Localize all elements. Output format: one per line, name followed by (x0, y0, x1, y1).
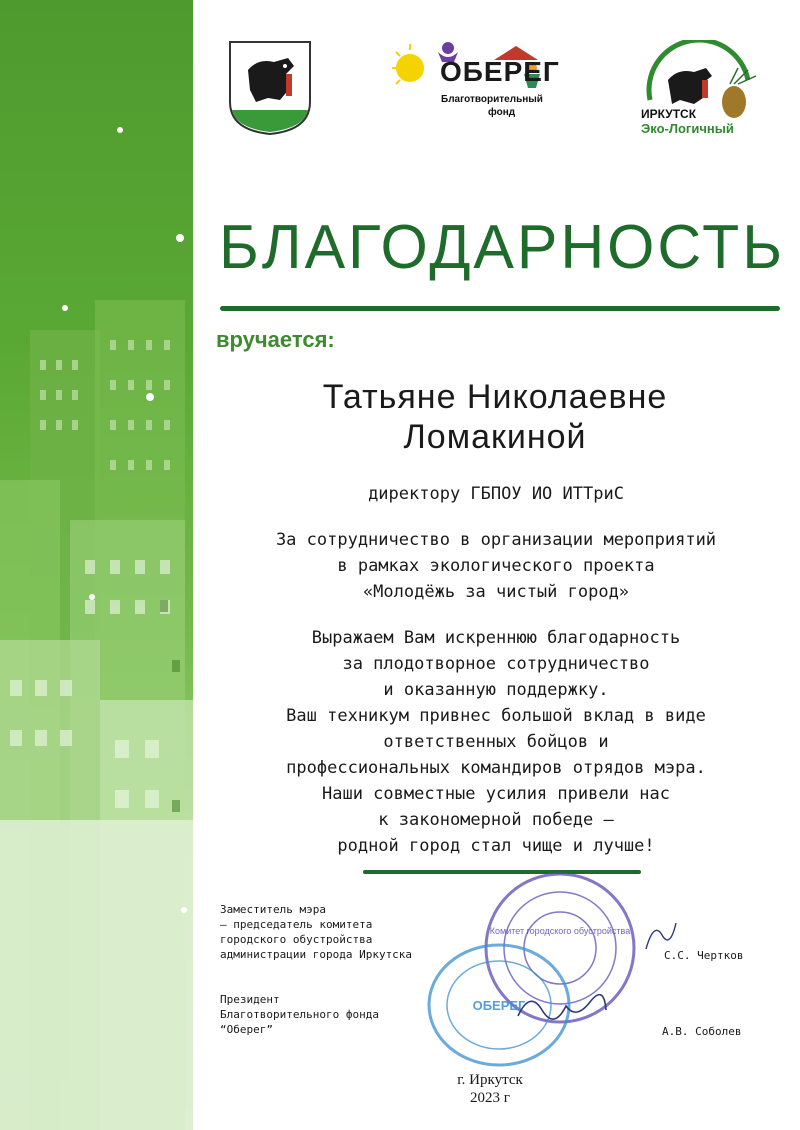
award-label: вручается: (216, 327, 335, 352)
recipient-name-line1: Татьяне Николаевне (322, 378, 668, 416)
city-buildings-graphic (0, 0, 193, 1130)
message-line: профессиональных командиров отрядов мэра. (286, 758, 706, 778)
eco-logo-title: ИРКУТСК (641, 107, 697, 121)
message-line: родной город стал чище и лучше! (337, 836, 655, 856)
bereg-subtitle-2: фонд (488, 107, 516, 118)
decorative-side-panel (0, 0, 193, 1130)
signature-mark-icon (510, 980, 610, 1030)
stamp2-text: ОБЕРЕГ (472, 998, 526, 1013)
message-line: за плодотворное сотрудничество (342, 654, 650, 674)
signatory2-position: Президент Благотворительного фонда “Оберег” (220, 993, 379, 1036)
message-line: к закономерной победе — (378, 810, 614, 830)
title-divider (220, 306, 780, 311)
recipient-position: директору ГБПОУ ИО ИТТриС (368, 484, 624, 504)
message-line: Выражаем Вам искреннюю благодарность (311, 628, 681, 648)
message-line: ответственных бойцов и (383, 732, 609, 752)
message-line: и оказанную поддержку. (383, 680, 609, 700)
reason-line: в рамках экологического проекта (337, 556, 655, 576)
stamp1-text: Комитет городского обустройства (489, 926, 631, 936)
signatory1-name: С.С. Чертков (664, 949, 744, 962)
certificate-title: БЛАГОДАРНОСТЬ (218, 213, 786, 282)
bereg-subtitle: Благотворительный (441, 94, 543, 105)
irkutsk-coat-of-arms-icon (228, 40, 312, 136)
signatory2-name: А.В. Соболев (662, 1025, 742, 1038)
bereg-name: ОБЕРЕГ (440, 56, 560, 87)
eco-logo-subtitle: Эко-Логичный (641, 121, 734, 136)
message-line: Наши совместные усилия привели нас (322, 784, 670, 804)
reason-line: За сотрудничество в организации мероприятий (275, 530, 717, 550)
signatory1-position: Заместитель мэра – председатель комитета городского обустройства администрации города Иркутска (220, 903, 413, 961)
year: 2023 г (470, 1090, 510, 1106)
city: г. Иркутск (457, 1072, 523, 1088)
recipient-name-line2: Ломакиной (403, 418, 587, 456)
message-line: Ваш техникум привнес большой вклад в виде (286, 706, 706, 726)
reason-line: «Молодёжь за чистый город» (362, 582, 630, 602)
